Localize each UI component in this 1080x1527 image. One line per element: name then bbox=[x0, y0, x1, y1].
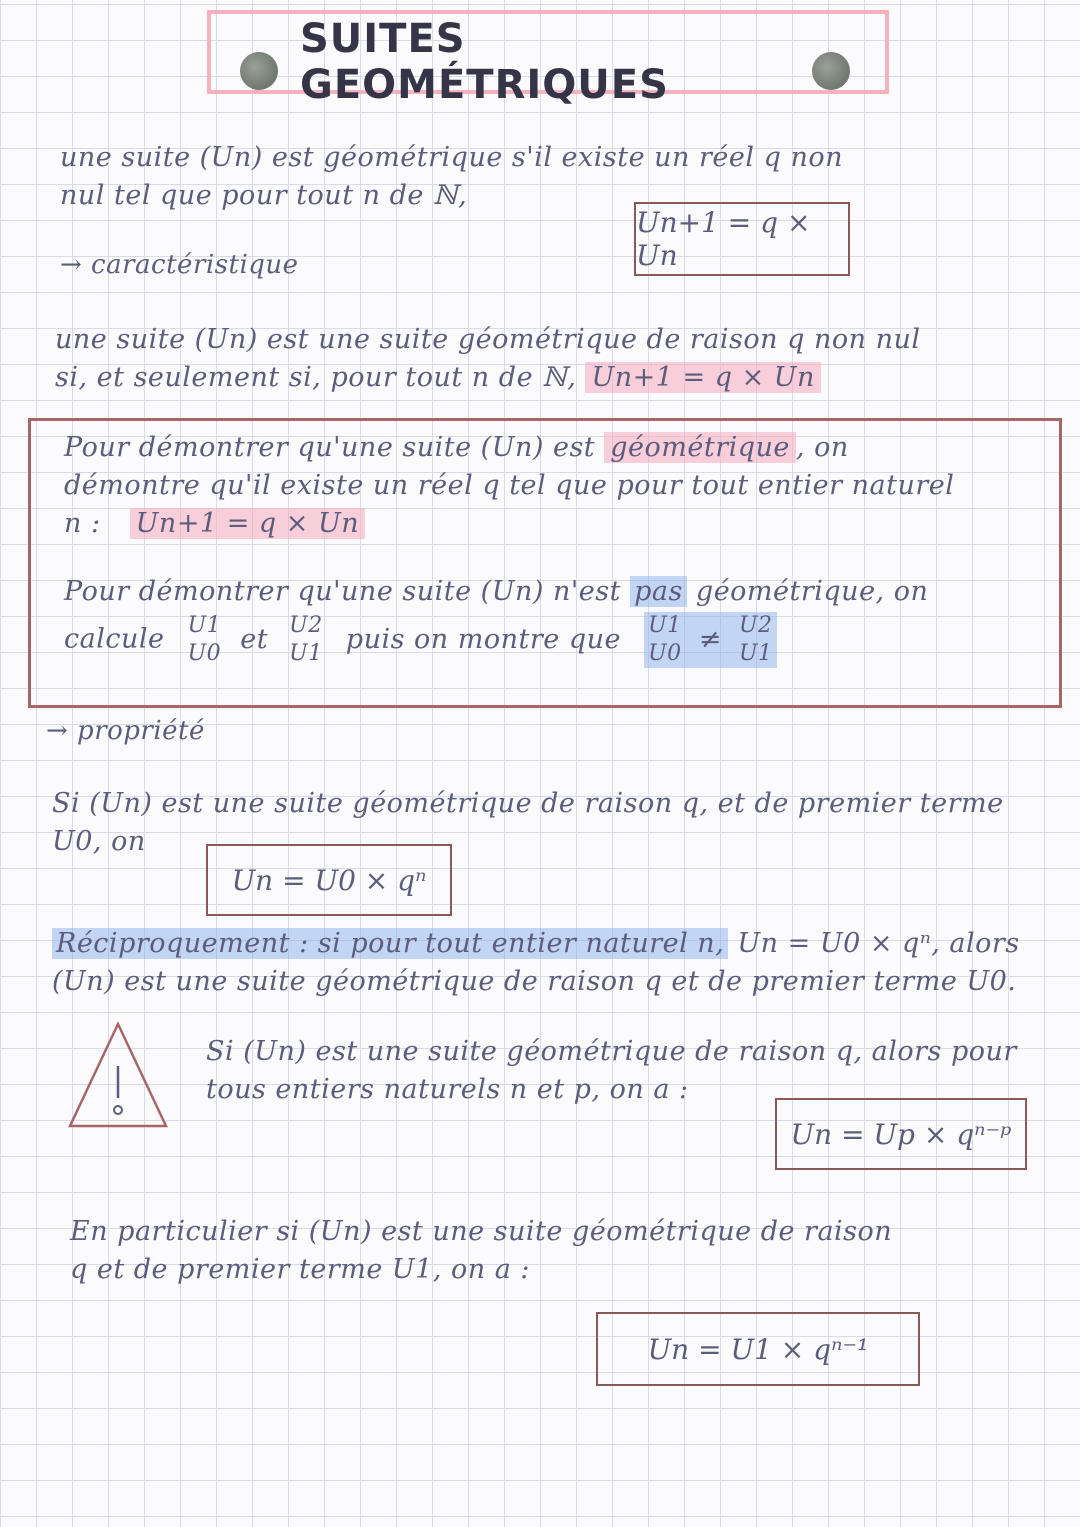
caracteristique-line-1: une suite (Un) est une suite géométrique de raison q non nul bbox=[55, 324, 921, 355]
method-et: et bbox=[240, 623, 269, 655]
method-line-1-end: , on bbox=[795, 432, 849, 463]
method-line-5 bbox=[64, 612, 777, 668]
method-line-4-start: Pour démontrer qu'une suite (Un) n'est bbox=[64, 576, 621, 607]
frac1-numerator: U1 bbox=[187, 613, 222, 638]
propriete-formula: Un = U0 × qⁿ bbox=[231, 863, 427, 897]
particulier-formula: Un = U1 × qⁿ⁻¹ bbox=[647, 1332, 869, 1366]
method-neq-highlight bbox=[644, 612, 776, 668]
attention-line-2: tous entiers naturels n et p, on a : bbox=[206, 1074, 689, 1105]
reciproque-line-1-end: Un = U0 × qⁿ, alors bbox=[737, 928, 1020, 959]
propriete-line-1: Si (Un) est une suite géométrique de raison q, et de premier terme bbox=[52, 788, 1004, 819]
reciproque-line-1 bbox=[52, 928, 1020, 959]
method-formula: Un+1 = q × Un bbox=[130, 508, 365, 539]
propriete-line-2: U0, on bbox=[52, 826, 146, 857]
decorative-dot-right bbox=[812, 52, 850, 90]
reciproque-line-2: (Un) est une suite géométrique de raison q et de premier terme U0. bbox=[52, 966, 1017, 997]
caracteristique-formula: Un+1 = q × Un bbox=[585, 362, 820, 393]
method-line-2: démontre qu'il existe un réel q tel que pour tout entier naturel bbox=[64, 470, 955, 501]
attention-formula-box bbox=[775, 1098, 1027, 1170]
method-line-1 bbox=[64, 432, 849, 463]
method-line-4 bbox=[64, 576, 928, 607]
frac3-numerator: U1 bbox=[648, 613, 682, 638]
frac1-denominator: U0 bbox=[187, 641, 222, 666]
method-puis: puis on montre que bbox=[345, 623, 621, 655]
particulier-line-1: En particulier si (Un) est une suite géométrique de raison bbox=[70, 1216, 893, 1247]
method-line-4-end: géométrique, on bbox=[695, 576, 929, 607]
caracteristique-line-2 bbox=[55, 362, 821, 393]
attention-formula: Un = Up × qⁿ⁻ᵖ bbox=[790, 1117, 1012, 1151]
frac2-numerator: U2 bbox=[289, 613, 323, 638]
method-line-1-start: Pour démontrer qu'une suite (Un) est bbox=[64, 432, 596, 463]
propriete-formula-box bbox=[206, 844, 452, 916]
attention-line-1: Si (Un) est une suite géométrique de raison q, alors pour bbox=[206, 1036, 1017, 1067]
method-line-3-start: n : bbox=[64, 508, 101, 539]
frac3-denominator: U0 bbox=[648, 641, 682, 666]
frac4-denominator: U1 bbox=[738, 641, 773, 666]
particulier-line-2: q et de premier terme U1, on a : bbox=[70, 1254, 530, 1285]
definition-line-2: nul tel que pour tout n de ℕ, bbox=[60, 180, 468, 211]
page-title: SUITES GEOMÉTRIQUES bbox=[300, 16, 669, 108]
warning-triangle-icon bbox=[66, 1020, 170, 1130]
method-highlight-geometrique: géométrique bbox=[604, 432, 796, 463]
frac2-denominator: U1 bbox=[289, 641, 323, 666]
method-calcule: calcule bbox=[64, 623, 165, 655]
caracteristique-heading: → caractéristique bbox=[60, 250, 299, 280]
particulier-formula-box bbox=[596, 1312, 920, 1386]
definition-formula: Un+1 = q × Un bbox=[636, 206, 811, 272]
decorative-dot-left bbox=[240, 52, 278, 90]
definition-formula-box bbox=[634, 202, 850, 276]
propriete-heading: → propriété bbox=[46, 716, 205, 746]
fraction-u2-u1 bbox=[289, 612, 323, 668]
fraction-u1-u0 bbox=[188, 612, 222, 668]
fraction-u1-u0-b bbox=[648, 612, 682, 668]
caracteristique-line-2-text: si, et seulement si, pour tout n de ℕ, bbox=[55, 362, 577, 393]
not-equal-sign: ≠ bbox=[698, 623, 722, 655]
frac4-numerator: U2 bbox=[738, 613, 773, 638]
fraction-u2-u1-b bbox=[739, 612, 773, 668]
reciproque-highlight: Réciproquement : si pour tout entier naturel n, bbox=[52, 928, 728, 959]
method-line-3 bbox=[64, 508, 365, 539]
method-highlight-pas: pas bbox=[630, 576, 687, 607]
definition-line-1: une suite (Un) est géométrique s'il existe un réel q non bbox=[60, 142, 843, 173]
